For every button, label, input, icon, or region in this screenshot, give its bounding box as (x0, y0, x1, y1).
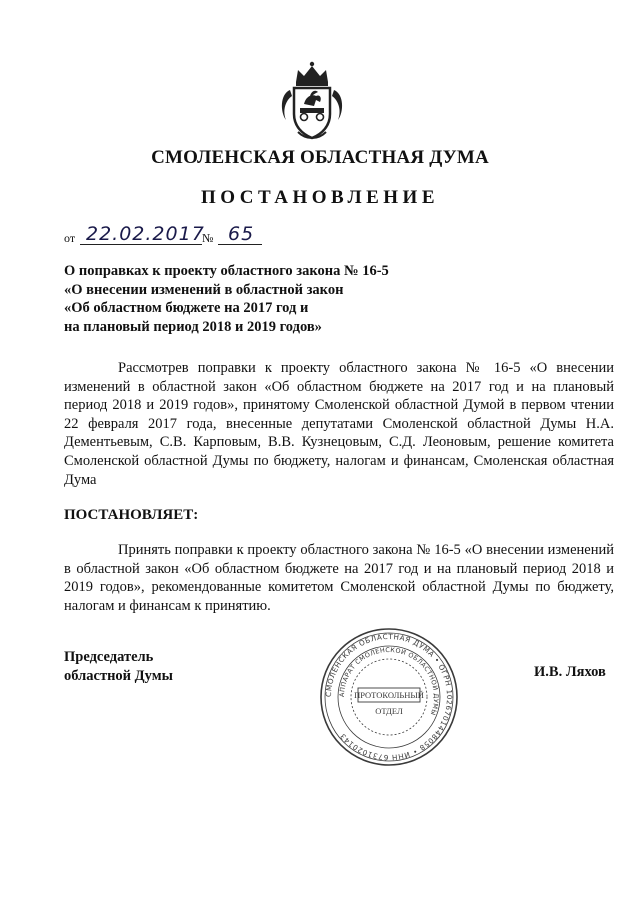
handwritten-number: 65 (228, 223, 255, 245)
stamp-inner-text: АППАРАТ СМОЛЕНСКОЙ ОБЛАСТНОЙ ДУМЫ (337, 645, 441, 717)
number-label: № (202, 231, 214, 245)
decree-word: ПОСТАНОВЛЯЕТ: (64, 507, 199, 523)
date-from-label: от (64, 231, 76, 245)
stamp-outer-text: СМОЛЕНСКАЯ ОБЛАСТНАЯ ДУМА • ОГРН 1026701448058 • ИНН 6731020143 (323, 631, 455, 763)
subject-heading (64, 262, 484, 336)
signatory-name: И.В. Ляхов (534, 664, 606, 680)
date-number-line (64, 223, 324, 248)
official-stamp-icon (318, 626, 460, 768)
subject-line: «О внесении изменений в областной закон (64, 281, 344, 298)
document-type-title: ПОСТАНОВЛЕНИЕ (200, 187, 440, 208)
subject-line: «Об областном бюджете на 2017 год и (64, 300, 309, 317)
signatory-title-line: областной Думы (64, 668, 173, 684)
resolution-paragraph: Принять поправки к проекту областного закона № 16-5 «О внесении изменений в областной закон «Об областном бюджете на 2017 год и на плановый период 2018 и 2019 годов», рекомендованные комитетом Смоленской областной Думы по бюджету, налогам и финансам к принятию. (64, 542, 614, 614)
subject-line: на плановый период 2018 и 2019 годов» (64, 318, 322, 335)
signatory-title (64, 648, 173, 686)
handwritten-date: 22.02.2017 (86, 223, 205, 245)
org-title: СМОЛЕНСКАЯ ОБЛАСТНАЯ ДУМА (151, 147, 489, 168)
stamp-center-line1: ПРОТОКОЛЬНЫЙ (354, 690, 424, 700)
subject-line: О поправках к проекту областного закона № 16-5 (64, 263, 389, 279)
signatory-title-line: Председатель (64, 649, 154, 665)
preamble-paragraph: Рассмотрев поправки к проекту областного закона № 16-5 «О внесении изменений в областной закон «Об областном бюджете на 2017 год и на плановый период 2018 и 2019 годов», принятому Смоленской областной Думой в первом чтении 22 февраля 2017 года, внесенные депутатами Смоленской областной Думы Н.А. Дементьевым, С.В. Карповым, В.В. Кузнецовым, С.Д. Леоновым, решение комитета Смоленской областной Думы по бюджету, налогам и финансам, Смоленская областная Дума (64, 360, 614, 488)
stamp-center-line2: ОТДЕЛ (375, 706, 403, 716)
coat-of-arms-icon (276, 60, 348, 144)
